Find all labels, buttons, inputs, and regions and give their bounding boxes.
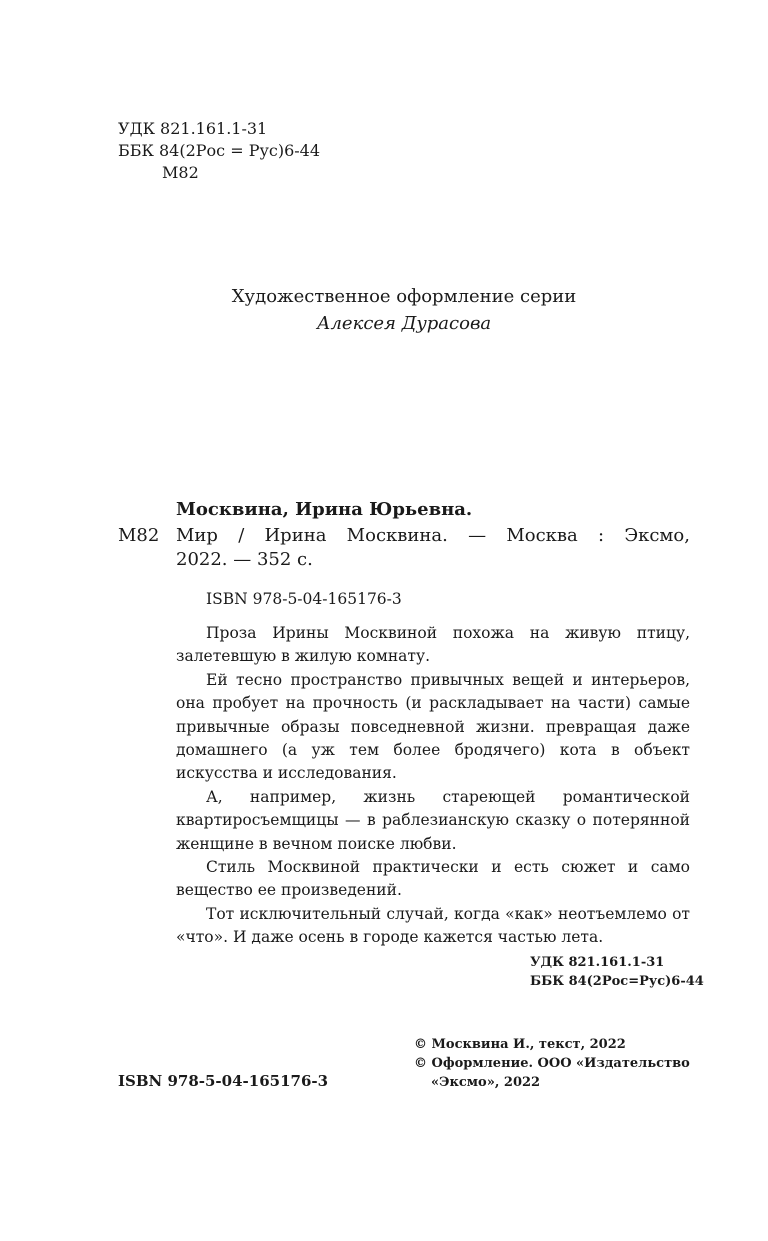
udk-code: УДК 821.161.1-31 bbox=[118, 119, 268, 138]
author-heading: Москвина, Ирина Юрьевна. bbox=[176, 499, 473, 520]
annotation-paragraph: Проза Ирины Москвиной похожа на живую птицу, залетевшую в жилую комнату. bbox=[176, 624, 690, 666]
title-statement-line2: 2022. — 352 с. bbox=[176, 549, 313, 570]
copyright-design: © Оформление. ООО «Издательство bbox=[414, 1056, 690, 1071]
copyright-text: © Москвина И., текст, 2022 bbox=[414, 1037, 626, 1052]
series-design-label: Художественное оформление серии bbox=[231, 286, 577, 307]
bottom-udk-code: УДК 821.161.1-31 bbox=[530, 955, 665, 970]
bottom-classification-block bbox=[530, 953, 704, 991]
annotation-paragraph: Тот исключительный случай, когда «как» неотъемлемо от «что». И даже осень в городе кажется частью лета. bbox=[176, 904, 690, 947]
top-classification-block bbox=[118, 118, 320, 184]
side-author-mark: М82 bbox=[118, 525, 160, 546]
series-design-credit bbox=[0, 283, 768, 337]
bbk-code: ББК 84(2Рос = Рус)6-44 bbox=[118, 141, 321, 160]
annotation-paragraph: Стиль Москвиной практически и есть сюжет и само вещество ее произведений. bbox=[176, 858, 690, 900]
bottom-bbk-code: ББК 84(2Рос=Рус)6-44 bbox=[530, 974, 704, 989]
copyright-design-cont: «Эксмо», 2022 bbox=[431, 1075, 541, 1090]
title-statement-line1: Мир / Ирина Москвина. — Москва : Эксмо, bbox=[176, 525, 690, 546]
author-mark: М82 bbox=[162, 163, 199, 182]
annotation bbox=[176, 622, 690, 950]
annotation-paragraph: Ей тесно пространство привычных вещей и интерьеров, она пробует на прочность (и раскладывает на части) самые привычные образы повседневной жизни. превращая даже домашнего (а уж тем более бродячего) кота в объект искусства и исследования. bbox=[176, 670, 690, 783]
copyright-block bbox=[414, 1035, 690, 1092]
record-isbn: ISBN 978-5-04-165176-3 bbox=[206, 590, 402, 608]
footer-isbn: ISBN 978-5-04-165176-3 bbox=[118, 1072, 329, 1090]
series-designer-name: Алексея Дурасова bbox=[316, 313, 492, 334]
annotation-paragraph: А, например, жизнь стареющей романтической квартиросъемщицы — в раблезианскую сказку о потерянной женщине в вечном поиске любви. bbox=[176, 787, 690, 853]
